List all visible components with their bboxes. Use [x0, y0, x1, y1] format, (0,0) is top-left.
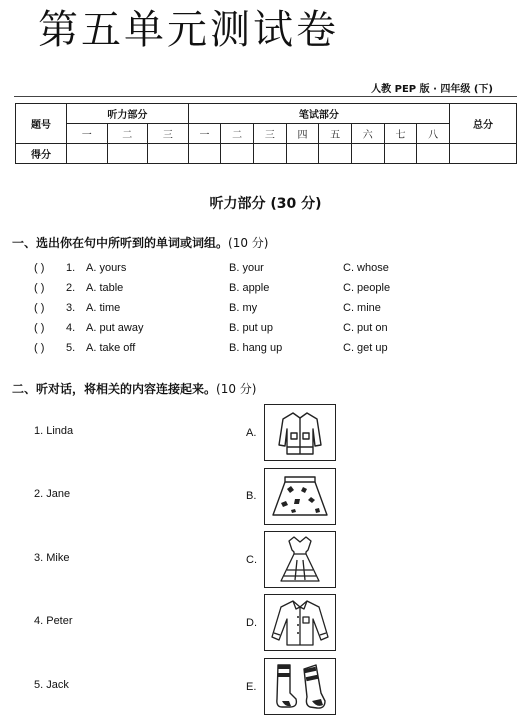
- listening-part-title: 听力部分 (30 分): [209, 196, 322, 212]
- col-listening-3: 三: [148, 124, 189, 144]
- jacket-icon: [265, 405, 335, 460]
- option-a: A. take off: [86, 342, 136, 354]
- option-c: C. people: [343, 282, 391, 294]
- option-a: A. table: [86, 282, 124, 294]
- score-cell[interactable]: [384, 144, 417, 164]
- writing-group-header: 笔试部分: [188, 104, 449, 124]
- score-row-label: 得分: [16, 144, 67, 164]
- picture-letter: E.: [246, 681, 257, 693]
- col-writing-7: 七: [384, 124, 417, 144]
- option-a: A. time: [86, 302, 121, 314]
- page-title: 第五单元测试卷: [38, 7, 339, 53]
- header-divider: [14, 96, 517, 97]
- answer-blank[interactable]: ( ): [34, 302, 45, 314]
- score-cell[interactable]: [67, 144, 108, 164]
- speaker-name: 4. Peter: [34, 615, 73, 627]
- skirt-icon: [265, 469, 335, 524]
- picture-a[interactable]: [264, 404, 336, 461]
- picture-c[interactable]: [264, 531, 336, 588]
- answer-blank[interactable]: ( ): [34, 342, 45, 354]
- answer-blank[interactable]: ( ): [34, 322, 45, 334]
- answer-blank[interactable]: ( ): [34, 282, 45, 294]
- total-score-cell[interactable]: [450, 144, 517, 164]
- section1-points: (10 分): [228, 236, 269, 250]
- score-cell[interactable]: [221, 144, 254, 164]
- option-b: B. put up: [229, 322, 274, 334]
- col-writing-5: 五: [319, 124, 352, 144]
- score-cell[interactable]: [351, 144, 384, 164]
- option-c: C. whose: [343, 262, 389, 274]
- score-cell[interactable]: [188, 144, 221, 164]
- score-cell[interactable]: [286, 144, 319, 164]
- question-number: 3.: [66, 302, 76, 314]
- option-c: C. put on: [343, 322, 388, 334]
- question-row: [34, 282, 514, 300]
- listening-group-header: 听力部分: [67, 104, 189, 124]
- question-number: 1.: [66, 262, 76, 274]
- score-cell[interactable]: [254, 144, 287, 164]
- question-number: 4.: [66, 322, 76, 334]
- picture-b[interactable]: [264, 468, 336, 525]
- option-b: B. apple: [229, 282, 270, 294]
- score-cell[interactable]: [319, 144, 352, 164]
- col-writing-3: 三: [254, 124, 287, 144]
- section2-heading: [12, 380, 256, 397]
- option-c: C. get up: [343, 342, 388, 354]
- picture-letter: A.: [246, 427, 257, 439]
- picture-letter: D.: [246, 617, 257, 629]
- picture-letter: B.: [246, 490, 257, 502]
- section2-heading-text: 二、听对话，将相关的内容连接起来。: [12, 382, 217, 396]
- question-row: [34, 342, 514, 360]
- section1-heading-text: 一、选出你在句中所听到的单词或词组。: [12, 236, 229, 250]
- picture-e[interactable]: [264, 658, 336, 715]
- option-a: A. yours: [86, 262, 127, 274]
- section2-points: (10 分): [216, 382, 257, 396]
- total-label: 总分: [450, 104, 517, 144]
- question-row: [34, 262, 514, 280]
- picture-letter: C.: [246, 554, 257, 566]
- shirt-icon: [265, 595, 335, 650]
- option-b: B. hang up: [229, 342, 283, 354]
- col-writing-1: 一: [188, 124, 221, 144]
- option-b: B. your: [229, 262, 264, 274]
- speaker-name: 3. Mike: [34, 552, 70, 564]
- question-row: [34, 322, 514, 340]
- socks-icon: [265, 659, 335, 714]
- option-a: A. put away: [86, 322, 144, 334]
- col-writing-6: 六: [351, 124, 384, 144]
- question-number: 2.: [66, 282, 76, 294]
- question-number: 5.: [66, 342, 76, 354]
- score-cell[interactable]: [148, 144, 189, 164]
- edition-label: 人教 PEP 版 · 四年级 (下): [371, 84, 493, 95]
- speaker-name: 2. Jane: [34, 488, 71, 500]
- question-row: [34, 302, 514, 320]
- col-listening-2: 二: [107, 124, 148, 144]
- col-listening-1: 一: [67, 124, 108, 144]
- answer-blank[interactable]: ( ): [34, 262, 45, 274]
- speaker-name: 1. Linda: [34, 425, 74, 437]
- score-table: [15, 103, 517, 164]
- section1-heading: [12, 234, 268, 251]
- speaker-name: 5. Jack: [34, 679, 69, 691]
- question-number-label: 题号: [16, 104, 67, 144]
- col-writing-2: 二: [221, 124, 254, 144]
- col-writing-8: 八: [417, 124, 450, 144]
- score-cell[interactable]: [417, 144, 450, 164]
- col-writing-4: 四: [286, 124, 319, 144]
- score-cell[interactable]: [107, 144, 148, 164]
- option-b: B. my: [229, 302, 258, 314]
- dress-icon: [265, 532, 335, 587]
- option-c: C. mine: [343, 302, 381, 314]
- picture-d[interactable]: [264, 594, 336, 651]
